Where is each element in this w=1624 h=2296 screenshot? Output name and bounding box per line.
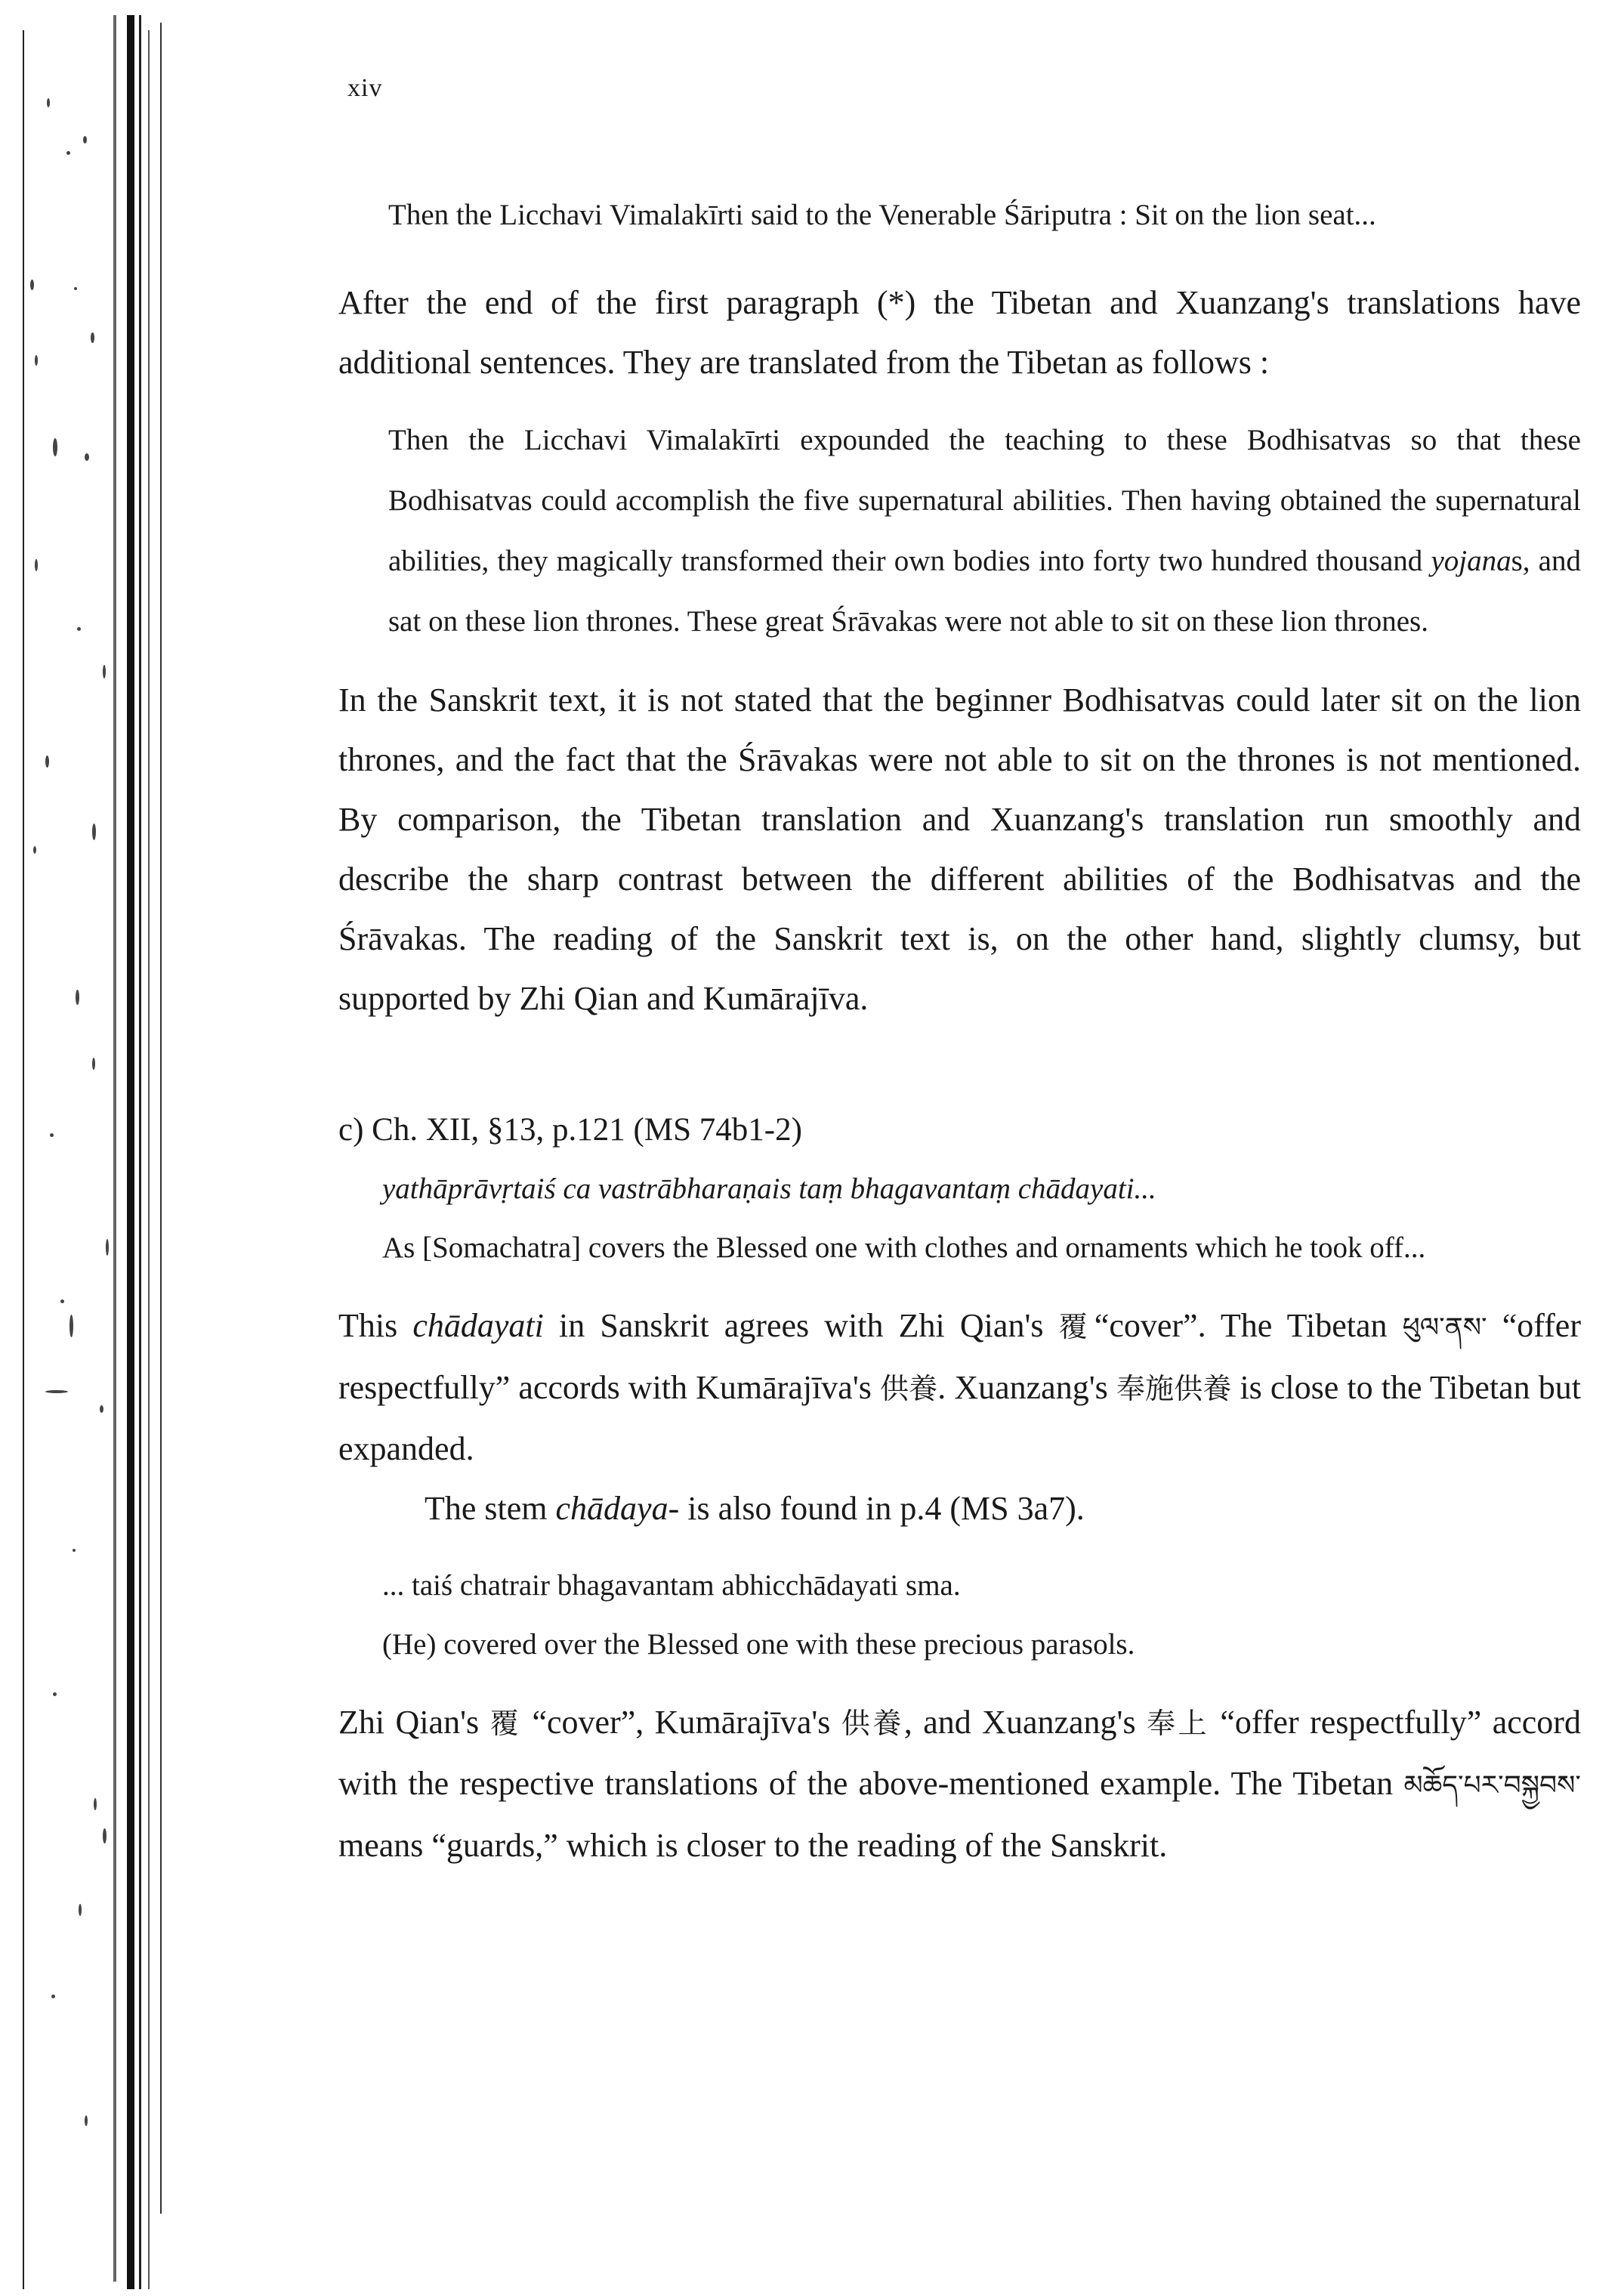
text-part: “cover”, Kumārajīva's <box>521 1704 841 1741</box>
gutter-speck <box>76 990 79 1005</box>
gutter-speck <box>53 438 57 456</box>
paragraph-stem <box>338 1479 1581 1538</box>
gutter-speck <box>92 824 96 840</box>
gutter-speck <box>51 1995 55 1998</box>
gutter-speck <box>50 1133 54 1137</box>
translation-line: (He) covered over the Blessed one with these precious parasols. <box>382 1628 1135 1661</box>
gutter-speck <box>45 756 49 768</box>
chadaya-term: chādaya- <box>555 1490 680 1527</box>
tibetan-term: ཕུལ་ནས་ <box>1402 1312 1487 1343</box>
quote-lion-seat <box>388 185 1581 246</box>
gutter-speck <box>53 1692 57 1696</box>
gutter-line <box>139 15 141 2289</box>
gutter-speck <box>94 1798 97 1810</box>
spacer <box>338 392 1581 410</box>
sanskrit-line: yathāprāvṛtaiś ca vastrābharaṇais taṃ bhagavantaṃ chādayati... <box>382 1173 1156 1205</box>
translation-line: As [Somachatra] covers the Blessed one with clothes and ornaments which he took off... <box>382 1231 1426 1264</box>
quote-parasols <box>382 1556 1581 1674</box>
text-part: This <box>338 1307 413 1344</box>
yojana-term: yojana <box>1431 545 1511 577</box>
paragraph-additional-sentences: After the end of the first paragraph (*) the Tibetan and Xuanzang's translations have additional sentences. They are translated from the Tibetan as follows : <box>338 284 1581 381</box>
text-part: means “guards,” which is closer to the reading of the Sanskrit. <box>338 1827 1168 1864</box>
gutter-speck <box>73 1549 76 1552</box>
gutter-speck <box>100 1405 103 1413</box>
gutter-speck <box>91 332 94 343</box>
chinese-term: 奉上 <box>1147 1707 1209 1740</box>
gutter-speck <box>85 2115 88 2126</box>
paragraph-sanskrit-comparison: In the Sanskrit text, it is not stated that the beginner Bodhisatvas could later sit on the lion thrones, and the fact that the Śrāvakas were not able to sit on the thrones is not mentioned. By comparison, the Tibetan translation and Xuanzang's translation run smoothly and describe the sharp contrast between the different abilities of the Bodhisatvas and the Śrāvakas. The reading of the Sanskrit text is, on the other hand, slightly clumsy, but supported by Zhi Qian and Kumārajīva. <box>338 681 1581 1017</box>
spacer <box>338 1674 1581 1692</box>
gutter-speck <box>103 1828 107 1843</box>
text-part: in Sanskrit agrees with Zhi Qian's <box>543 1307 1059 1344</box>
gutter-line <box>148 30 150 2289</box>
gutter-speck <box>47 98 50 107</box>
spacer <box>338 1028 1581 1101</box>
chinese-term: 覆 <box>1058 1310 1095 1343</box>
gutter-speck <box>66 151 70 155</box>
gutter-speck <box>79 1904 82 1916</box>
gutter-speck <box>103 665 106 678</box>
text-part: is close to the Tibetan but expanded. <box>338 1369 1581 1467</box>
gutter-line <box>160 23 162 2214</box>
gutter-speck <box>35 559 38 571</box>
gutter-line <box>127 15 134 2289</box>
spacer <box>338 246 1581 273</box>
text-part: “cover”. The Tibetan <box>1094 1307 1403 1344</box>
gutter-speck <box>85 453 89 461</box>
quote-tibetan-translation <box>388 410 1581 652</box>
chadayati-term: chādayati <box>412 1307 544 1344</box>
chinese-term: 供養 <box>880 1372 938 1405</box>
gutter-speck <box>45 1390 68 1393</box>
gutter-speck <box>83 136 87 144</box>
page-body <box>338 185 1581 1875</box>
quote-text-part: Then the Licchavi Vimalakīrti expounded the teaching to these Bodhisatvas so that these Bodhisatvas could accomplish the five supernatural abilities. Then having obtained the supernatural abilities, they magically transformed their own bodies into forty two hundred thousand <box>388 424 1581 577</box>
chinese-term: 供養 <box>841 1707 904 1740</box>
text-part: “offer respectfully” accord with the respective translations of the above-mentioned example. The Tibetan <box>338 1704 1581 1802</box>
text-part: . Xuanzang's <box>937 1369 1116 1406</box>
gutter-speck <box>30 280 34 290</box>
tibetan-term: མཆོད་པར་བསྐྱབས་ <box>1403 1770 1581 1801</box>
gutter-speck <box>60 1299 64 1303</box>
scan-gutter <box>0 0 174 2296</box>
spacer <box>338 1278 1581 1296</box>
chinese-term: 奉施供養 <box>1116 1372 1232 1405</box>
text-part: The stem <box>425 1490 556 1527</box>
spacer <box>338 652 1581 670</box>
gutter-speck <box>92 1058 95 1070</box>
quote-text <box>388 410 1581 652</box>
paragraph-guards <box>338 1692 1581 1875</box>
spacer <box>338 1538 1581 1556</box>
text-part: is also found in p.4 (MS 3a7). <box>679 1490 1085 1527</box>
page-number: xiv <box>347 74 383 102</box>
sanskrit-line: ... taiś chatrair bhagavantam abhicchādayati sma. <box>382 1569 961 1602</box>
text-part: Zhi Qian's <box>338 1704 490 1741</box>
text-part: “offer respectfully” accords with Kumārajīva's <box>338 1307 1581 1406</box>
quote-text: Then the Licchavi Vimalakīrti said to the Venerable Śāriputra : Sit on the lion seat... <box>388 199 1376 231</box>
gutter-speck <box>33 846 36 854</box>
gutter-speck <box>74 287 77 290</box>
paragraph-chadayati <box>338 1296 1581 1479</box>
text-part: , and Xuanzang's <box>903 1704 1147 1741</box>
section-c-example <box>382 1160 1581 1278</box>
section-heading: c) Ch. XII, §13, p.121 (MS 74b1-2) <box>338 1112 802 1148</box>
gutter-speck <box>77 627 81 631</box>
chinese-term: 覆 <box>489 1707 522 1740</box>
gutter-speck <box>69 1315 73 1337</box>
quote-text-part: s, and sat on these lion thrones. These great Śrāvakas were not able to sit on these lion thrones. <box>388 545 1581 638</box>
gutter-line <box>113 15 116 2282</box>
gutter-line <box>23 30 24 2289</box>
gutter-speck <box>35 355 38 366</box>
gutter-speck <box>106 1239 109 1256</box>
